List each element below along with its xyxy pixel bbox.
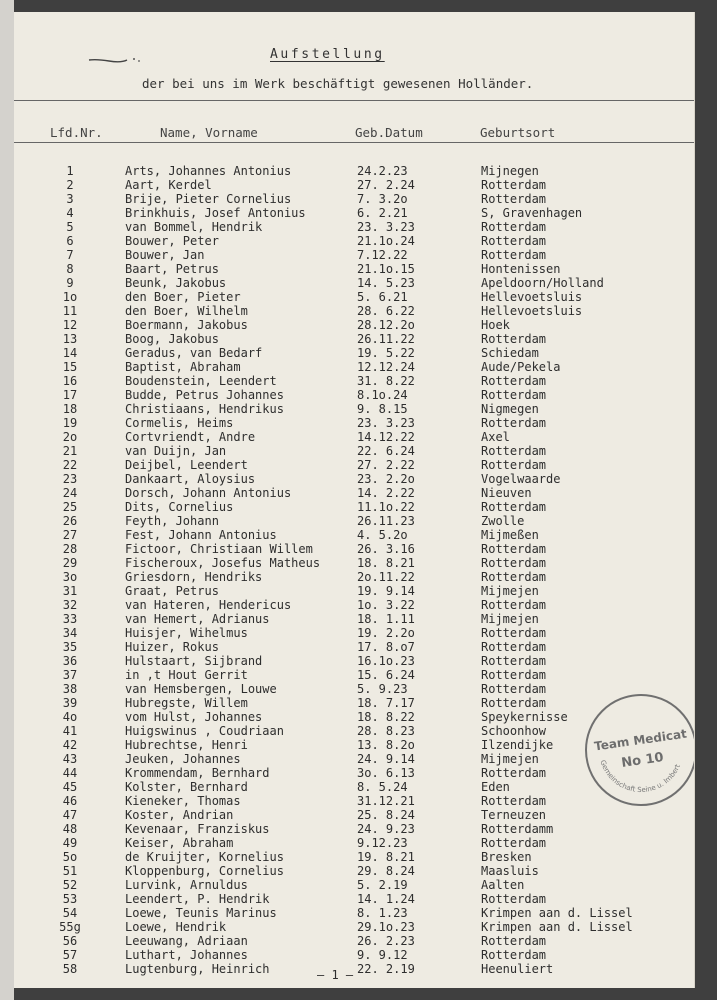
document-title: Aufstellung: [270, 47, 385, 62]
row-name: Dits, Cornelius: [125, 500, 234, 514]
row-date: 23. 3.23: [357, 416, 415, 430]
person-list: [14, 164, 695, 976]
row-name: van Hateren, Hendericus: [125, 598, 292, 612]
row-place: Terneuzen: [481, 808, 547, 822]
row-nr: 2o: [62, 430, 78, 444]
row-name: van Bommel, Hendrik: [125, 220, 263, 234]
row-place: Rotterdam: [481, 192, 547, 206]
row-date: 8. 5.24: [357, 780, 408, 794]
row-date: 11.1o.22: [357, 500, 415, 514]
row-name: vom Hulst, Johannes: [125, 710, 263, 724]
table-row: [14, 402, 695, 416]
row-name: Bouwer, Peter: [125, 234, 219, 248]
row-place: Aalten: [481, 878, 525, 892]
row-nr: 6: [66, 234, 74, 248]
row-nr: 4: [66, 206, 74, 220]
row-date: 9. 8.15: [357, 402, 408, 416]
row-place: Rotterdam: [481, 836, 547, 850]
row-date: 18. 7.17: [357, 696, 415, 710]
table-row: [14, 892, 695, 906]
row-date: 31.12.21: [357, 794, 415, 808]
row-date: 29. 8.24: [357, 864, 415, 878]
table-row: [14, 584, 695, 598]
row-name: Leeuwang, Adriaan: [125, 934, 248, 948]
table-row: [14, 458, 695, 472]
row-name: Brinkhuis, Josef Antonius: [125, 206, 306, 220]
row-date: 6. 2.21: [357, 206, 408, 220]
table-row: [14, 220, 695, 234]
row-date: 27. 2.22: [357, 458, 415, 472]
row-nr: 52: [62, 878, 78, 892]
row-place: Schiedam: [481, 346, 539, 360]
row-place: Krimpen aan d. Lissel: [481, 906, 633, 920]
table-row: [14, 864, 695, 878]
row-place: Rotterdam: [481, 234, 547, 248]
row-date: 7. 3.2o: [357, 192, 408, 206]
row-date: 8. 1.23: [357, 906, 408, 920]
row-date: 27. 2.24: [357, 178, 415, 192]
row-place: Rotterdam: [481, 332, 547, 346]
table-row: [14, 262, 695, 276]
row-place: Apeldoorn/Holland: [481, 276, 604, 290]
row-date: 28. 8.23: [357, 724, 415, 738]
table-row: [14, 388, 695, 402]
row-nr: 8: [66, 262, 74, 276]
row-place: Mijmejen: [481, 584, 539, 598]
row-name: Budde, Petrus Johannes: [125, 388, 284, 402]
row-name: den Boer, Pieter: [125, 290, 241, 304]
row-date: 13. 8.2o: [357, 738, 415, 752]
row-nr: 5: [66, 220, 74, 234]
row-name: van Hemert, Adrianus: [125, 612, 270, 626]
row-name: Hubrechtse, Henri: [125, 738, 248, 752]
row-nr: 12: [62, 318, 78, 332]
row-date: 23. 3.23: [357, 220, 415, 234]
row-date: 15. 6.24: [357, 668, 415, 682]
row-name: Leendert, P. Hendrik: [125, 892, 270, 906]
row-place: Rotterdam: [481, 178, 547, 192]
row-place: S, Gravenhagen: [481, 206, 583, 220]
stamp-line2: No 10: [620, 750, 665, 771]
row-place: Rotterdam: [481, 696, 547, 710]
row-nr: 41: [62, 724, 78, 738]
row-name: Kloppenburg, Cornelius: [125, 864, 284, 878]
row-date: 19. 9.14: [357, 584, 415, 598]
table-row: [14, 444, 695, 458]
row-place: Eden: [481, 780, 510, 794]
row-nr: 22: [62, 458, 78, 472]
row-nr: 55g: [59, 920, 81, 934]
row-place: Hoek: [481, 318, 510, 332]
table-row: [14, 934, 695, 948]
row-name: Bouwer, Jan: [125, 248, 205, 262]
row-nr: 2: [66, 178, 74, 192]
row-nr: 51: [62, 864, 78, 878]
row-nr: 54: [62, 906, 78, 920]
row-date: 28. 6.22: [357, 304, 415, 318]
row-name: Brije, Pieter Cornelius: [125, 192, 292, 206]
row-name: Lurvink, Arnuldus: [125, 878, 248, 892]
row-name: Griesdorn, Hendriks: [125, 570, 263, 584]
row-place: Rotterdam: [481, 388, 547, 402]
table-row: [14, 192, 695, 206]
row-name: Kevenaar, Franziskus: [125, 822, 270, 836]
row-date: 19. 8.21: [357, 850, 415, 864]
row-name: Christiaans, Hendrikus: [125, 402, 284, 416]
row-nr: 25: [62, 500, 78, 514]
row-date: 14. 2.22: [357, 486, 415, 500]
row-place: Heenuliert: [481, 962, 554, 976]
table-row: [14, 430, 695, 444]
row-date: 14. 1.24: [357, 892, 415, 906]
row-place: Axel: [481, 430, 510, 444]
row-place: Aude/Pekela: [481, 360, 561, 374]
row-date: 9.12.23: [357, 836, 408, 850]
row-date: 26.11.23: [357, 514, 415, 528]
row-name: Boudenstein, Leendert: [125, 374, 277, 388]
row-name: Beunk, Jakobus: [125, 276, 227, 290]
row-date: 21.1o.15: [357, 262, 415, 276]
page-number: – 1 –: [317, 968, 354, 982]
table-row: [14, 948, 695, 962]
row-name: Fest, Johann Antonius: [125, 528, 277, 542]
table-row: [14, 234, 695, 248]
row-nr: 42: [62, 738, 78, 752]
row-place: Mijmejen: [481, 612, 539, 626]
row-date: 2o.11.22: [357, 570, 415, 584]
row-name: Jeuken, Johannes: [125, 752, 241, 766]
row-name: Loewe, Hendrik: [125, 920, 227, 934]
row-nr: 37: [62, 668, 78, 682]
row-place: Nieuven: [481, 486, 532, 500]
row-nr: 3o: [62, 570, 78, 584]
row-nr: 49: [62, 836, 78, 850]
row-nr: 36: [62, 654, 78, 668]
row-name: Boermann, Jakobus: [125, 318, 248, 332]
row-nr: 5o: [62, 850, 78, 864]
header-nr: Lfd.Nr.: [50, 125, 103, 140]
row-name: Feyth, Johann: [125, 514, 219, 528]
row-nr: 33: [62, 612, 78, 626]
table-row: [14, 318, 695, 332]
row-name: Boog, Jakobus: [125, 332, 219, 346]
row-date: 14. 5.23: [357, 276, 415, 290]
row-date: 5. 9.23: [357, 682, 408, 696]
row-nr: 19: [62, 416, 78, 430]
row-nr: 32: [62, 598, 78, 612]
row-date: 31. 8.22: [357, 374, 415, 388]
row-name: Huisjer, Wihelmus: [125, 626, 248, 640]
row-nr: 16: [62, 374, 78, 388]
row-date: 24. 9.23: [357, 822, 415, 836]
table-row: [14, 626, 695, 640]
row-nr: 27: [62, 528, 78, 542]
row-date: 9. 9.12: [357, 948, 408, 962]
row-date: 26. 2.23: [357, 934, 415, 948]
row-nr: 39: [62, 696, 78, 710]
row-date: 16.1o.23: [357, 654, 415, 668]
row-place: Vogelwaarde: [481, 472, 561, 486]
table-row: [14, 668, 695, 682]
row-place: Mijnegen: [481, 164, 539, 178]
document-subtitle: der bei uns im Werk beschäftigt gewesenen Holländer.: [142, 76, 534, 91]
row-nr: 7: [66, 248, 74, 262]
row-date: 29.1o.23: [357, 920, 415, 934]
row-name: Lugtenburg, Heinrich: [125, 962, 270, 976]
row-place: Rotterdam: [481, 948, 547, 962]
row-date: 26.11.22: [357, 332, 415, 346]
row-place: Rotterdam: [481, 444, 547, 458]
table-row: [14, 332, 695, 346]
row-date: 23. 2.2o: [357, 472, 415, 486]
table-row: [14, 598, 695, 612]
row-name: Huizer, Rokus: [125, 640, 219, 654]
row-place: Rotterdam: [481, 668, 547, 682]
row-place: Hontenissen: [481, 262, 561, 276]
row-date: 22. 2.19: [357, 962, 415, 976]
stamp-seal-icon: [583, 692, 695, 808]
table-row: [14, 556, 695, 570]
row-nr: 13: [62, 332, 78, 346]
row-date: 5. 2.19: [357, 878, 408, 892]
table-row: [14, 290, 695, 304]
row-name: Cortvriendt, Andre: [125, 430, 256, 444]
row-date: 24.2.23: [357, 164, 408, 178]
table-row: [14, 570, 695, 584]
table-row: [14, 248, 695, 262]
row-name: Dankaart, Aloysius: [125, 472, 256, 486]
table-row: [14, 276, 695, 290]
row-place: Mijmejen: [481, 752, 539, 766]
row-date: 18. 8.21: [357, 556, 415, 570]
row-date: 1o. 3.22: [357, 598, 415, 612]
row-nr: 53: [62, 892, 78, 906]
row-date: 19. 5.22: [357, 346, 415, 360]
row-place: Rotterdam: [481, 626, 547, 640]
scan-edge: [0, 0, 14, 1000]
row-name: van Hemsbergen, Louwe: [125, 682, 277, 696]
row-date: 28.12.2o: [357, 318, 415, 332]
row-nr: 24: [62, 486, 78, 500]
row-name: Fictoor, Christiaan Willem: [125, 542, 313, 556]
row-date: 18. 8.22: [357, 710, 415, 724]
row-nr: 46: [62, 794, 78, 808]
row-place: Rotterdam: [481, 248, 547, 262]
table-row: [14, 612, 695, 626]
row-place: Rotterdam: [481, 542, 547, 556]
row-place: Rotterdam: [481, 892, 547, 906]
row-date: 14.12.22: [357, 430, 415, 444]
row-nr: 56: [62, 934, 78, 948]
row-nr: 47: [62, 808, 78, 822]
table-row: [14, 374, 695, 388]
row-name: Koster, Andrian: [125, 808, 234, 822]
pen-mark-icon: [87, 55, 143, 65]
table-row: [14, 808, 695, 822]
row-nr: 11: [62, 304, 78, 318]
table-row: [14, 640, 695, 654]
row-nr: 23: [62, 472, 78, 486]
row-name: Fischeroux, Josefus Matheus: [125, 556, 321, 570]
row-name: Luthart, Johannes: [125, 948, 248, 962]
row-date: 21.1o.24: [357, 234, 415, 248]
row-place: Hellevoetsluis: [481, 290, 583, 304]
header-place: Geburtsort: [480, 125, 556, 140]
row-place: Krimpen aan d. Lissel: [481, 920, 633, 934]
row-nr: 48: [62, 822, 78, 836]
row-nr: 28: [62, 542, 78, 556]
row-place: Ilzendijke: [481, 738, 554, 752]
row-place: Nigmegen: [481, 402, 539, 416]
row-place: Rotterdam: [481, 556, 547, 570]
header-date: Geb.Datum: [355, 125, 423, 140]
row-name: Keiser, Abraham: [125, 836, 234, 850]
row-date: 26. 3.16: [357, 542, 415, 556]
row-place: Rotterdam: [481, 654, 547, 668]
row-place: Rotterdam: [481, 640, 547, 654]
row-name: Deijbel, Leendert: [125, 458, 248, 472]
header-name: Name, Vorname: [160, 125, 258, 140]
row-date: 18. 1.11: [357, 612, 415, 626]
row-nr: 43: [62, 752, 78, 766]
row-name: Baptist, Abraham: [125, 360, 241, 374]
row-place: Rotterdamm: [481, 822, 554, 836]
row-date: 22. 6.24: [357, 444, 415, 458]
row-nr: 29: [62, 556, 78, 570]
row-place: Rotterdam: [481, 500, 547, 514]
row-place: Rotterdam: [481, 598, 547, 612]
row-nr: 17: [62, 388, 78, 402]
row-date: 7.12.22: [357, 248, 408, 262]
row-nr: 9: [66, 276, 74, 290]
row-place: Mijmeßen: [481, 528, 539, 542]
table-row: [14, 500, 695, 514]
row-date: 19. 2.2o: [357, 626, 415, 640]
table-row: [14, 304, 695, 318]
row-name: Aart, Kerdel: [125, 178, 212, 192]
document-page: [14, 12, 695, 988]
row-place: Rotterdam: [481, 794, 547, 808]
row-nr: 18: [62, 402, 78, 416]
table-row: [14, 654, 695, 668]
row-nr: 1o: [62, 290, 78, 304]
row-nr: 15: [62, 360, 78, 374]
header-rule-bottom: [14, 142, 695, 143]
row-nr: 34: [62, 626, 78, 640]
row-name: Arts, Johannes Antonius: [125, 164, 292, 178]
row-name: Hubregste, Willem: [125, 696, 248, 710]
row-name: Hulstaart, Sijbrand: [125, 654, 263, 668]
row-nr: 3: [66, 192, 74, 206]
table-row: [14, 836, 695, 850]
row-place: Rotterdam: [481, 374, 547, 388]
row-nr: 26: [62, 514, 78, 528]
row-name: Kolster, Bernhard: [125, 780, 248, 794]
row-name: Kieneker, Thomas: [125, 794, 241, 808]
row-name: in ,t Hout Gerrit: [125, 668, 248, 682]
row-name: Geradus, van Bedarf: [125, 346, 263, 360]
row-place: Maasluis: [481, 864, 539, 878]
row-name: Graat, Petrus: [125, 584, 219, 598]
row-name: Loewe, Teunis Marinus: [125, 906, 277, 920]
row-place: Hellevoetsluis: [481, 304, 583, 318]
row-place: Rotterdam: [481, 458, 547, 472]
table-row: [14, 878, 695, 892]
table-row: [14, 850, 695, 864]
row-date: 3o. 6.13: [357, 766, 415, 780]
row-nr: 21: [62, 444, 78, 458]
row-name: Dorsch, Johann Antonius: [125, 486, 292, 500]
row-date: 17. 8.o7: [357, 640, 415, 654]
table-row: [14, 486, 695, 500]
row-name: Krommendam, Bernhard: [125, 766, 270, 780]
table-row: [14, 906, 695, 920]
row-name: Huigswinus , Coudriaan: [125, 724, 284, 738]
table-row: [14, 360, 695, 374]
row-nr: 35: [62, 640, 78, 654]
header-rule-top: [14, 100, 695, 101]
table-row: [14, 178, 695, 192]
row-place: Schoonhow: [481, 724, 547, 738]
row-date: 12.12.24: [357, 360, 415, 374]
row-date: 25. 8.24: [357, 808, 415, 822]
stamp-line1: Team Medicat: [593, 726, 688, 754]
table-row: [14, 822, 695, 836]
row-place: Bresken: [481, 850, 532, 864]
stamp-ring-text: Gemeinschaft Seine u. Imbert: [598, 759, 682, 795]
table-row: [14, 416, 695, 430]
row-name: de Kruijter, Kornelius: [125, 850, 284, 864]
row-nr: 58: [62, 962, 78, 976]
row-nr: 31: [62, 584, 78, 598]
row-nr: 1: [66, 164, 74, 178]
table-row: [14, 920, 695, 934]
row-place: Rotterdam: [481, 682, 547, 696]
row-place: Rotterdam: [481, 416, 547, 430]
row-nr: 57: [62, 948, 78, 962]
row-name: den Boer, Wilhelm: [125, 304, 248, 318]
row-date: 8.1o.24: [357, 388, 408, 402]
table-row: [14, 472, 695, 486]
row-name: Cormelis, Heims: [125, 416, 234, 430]
row-place: Rotterdam: [481, 934, 547, 948]
table-row: [14, 542, 695, 556]
row-name: van Duijn, Jan: [125, 444, 227, 458]
row-date: 4. 5.2o: [357, 528, 408, 542]
row-nr: 38: [62, 682, 78, 696]
row-name: Baart, Petrus: [125, 262, 219, 276]
row-nr: 45: [62, 780, 78, 794]
row-place: Rotterdam: [481, 766, 547, 780]
table-row: [14, 206, 695, 220]
row-nr: 4o: [62, 710, 78, 724]
table-row: [14, 528, 695, 542]
row-place: Rotterdam: [481, 570, 547, 584]
row-nr: 44: [62, 766, 78, 780]
row-place: Zwolle: [481, 514, 525, 528]
row-nr: 14: [62, 346, 78, 360]
row-date: 24. 9.14: [357, 752, 415, 766]
row-place: Speykernisse: [481, 710, 568, 724]
table-row: [14, 164, 695, 178]
table-row: [14, 346, 695, 360]
row-place: Rotterdam: [481, 220, 547, 234]
table-row: [14, 514, 695, 528]
row-date: 5. 6.21: [357, 290, 408, 304]
